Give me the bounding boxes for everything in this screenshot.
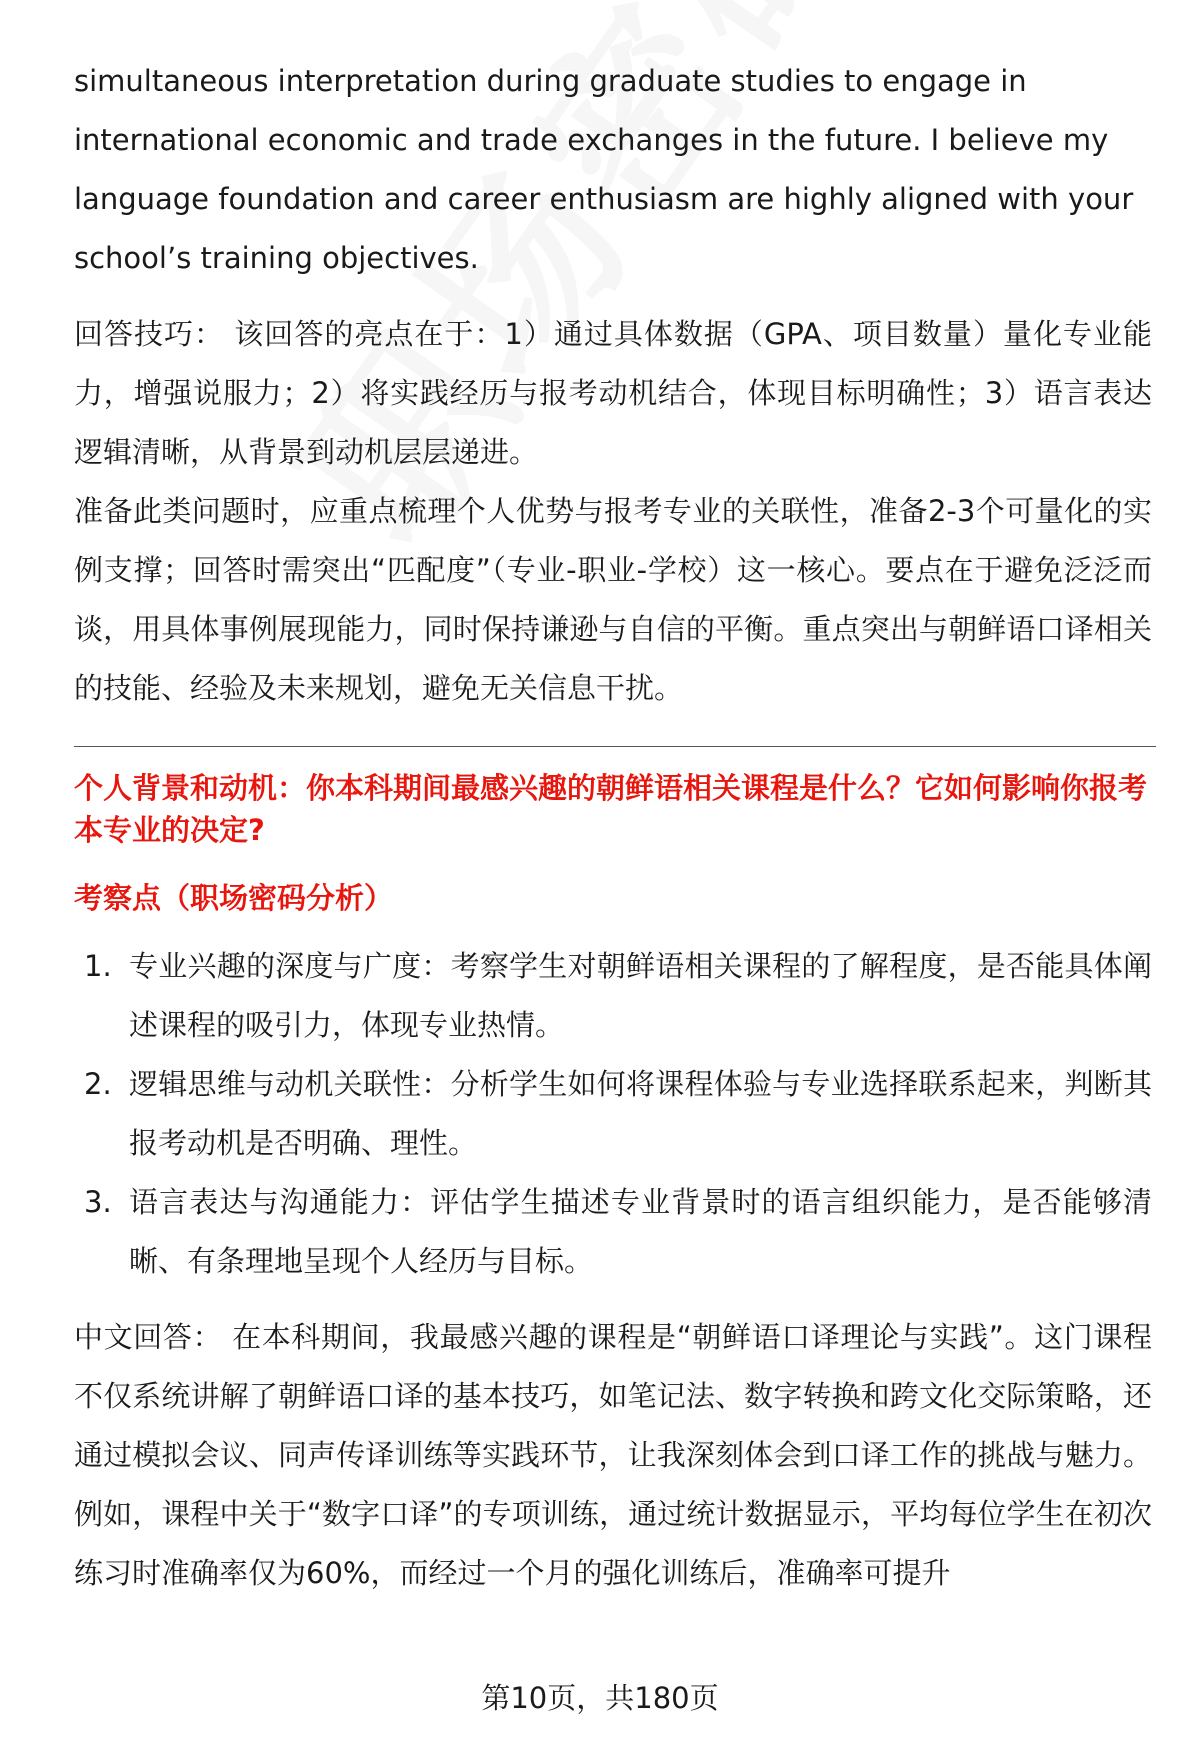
tips-label: 回答技巧： — [74, 317, 225, 351]
list-text: 专业兴趣的深度与广度：考察学生对朝鲜语相关课程的了解程度，是否能具体阐述课程的吸引力，体现专业热情。 — [129, 949, 1152, 1042]
list-item — [74, 1173, 1152, 1291]
tips-text: 该回答的亮点在于：1）通过具体数据（GPA、项目数量）量化专业能力，增强说服力；2）将实践经历与报考动机结合，体现目标明确性；3）语言表达逻辑清晰，从背景到动机层层递进。 — [74, 317, 1152, 469]
list-item — [74, 1055, 1152, 1173]
answer-text: 在本科期间，我最感兴趣的课程是“朝鲜语口译理论与实践”。这门课程不仅系统讲解了朝鲜语口译的基本技巧，如笔记法、数字转换和跨文化交际策略，还通过模拟会议、同声传译训练等实践环节，让我深刻体会到口译工作的挑战与魅力。例如，课程中关于“数字口译”的专项训练，通过统计数据显示，平均每位学生在初次练习时准确率仅为60%，而经过一个月的强化训练后，准确率可提升 — [74, 1320, 1152, 1590]
section-divider — [74, 746, 1156, 747]
focus-list — [74, 937, 1152, 1291]
page-number: 第10页，共180页 — [481, 1681, 719, 1715]
document-body — [74, 52, 1152, 1603]
list-number: 3. — [84, 1185, 112, 1219]
answer-label: 中文回答： — [74, 1320, 223, 1354]
question-heading: 个人背景和动机：你本科期间最感兴趣的朝鲜语相关课程是什么？它如何影响你报考本专业的决定? — [74, 771, 1148, 847]
list-text: 语言表达与沟通能力：评估学生描述专业背景时的语言组织能力，是否能够清晰、有条理地呈现个人经历与目标。 — [129, 1185, 1152, 1278]
tips-paragraph — [74, 305, 1152, 482]
list-number: 1. — [84, 949, 112, 983]
prep-paragraph: 准备此类问题时，应重点梳理个人优势与报考专业的关联性，准备2-3个可量化的实例支撑；回答时需突出“匹配度”（专业-职业-学校）这一核心。要点在于避免泛泛而谈，用具体事例展现能力，同时保持谦逊与自信的平衡。重点突出与朝鲜语口译相关的技能、经验及未来规划，避免无关信息干扰。 — [74, 494, 1152, 705]
focus-heading: 考察点（职场密码分析） — [74, 881, 394, 915]
list-item — [74, 937, 1152, 1055]
answer-paragraph — [74, 1308, 1152, 1603]
list-number: 2. — [84, 1067, 112, 1101]
intro-paragraph: simultaneous interpretation during graduate studies to engage in international economic and trade exchanges in the future. I believe my language foundation and career enthusiasm are highly aligned with your school’s training objectives. — [74, 64, 1134, 275]
list-text: 逻辑思维与动机关联性：分析学生如何将课程体验与专业选择联系起来，判断其报考动机是否明确、理性。 — [129, 1067, 1152, 1160]
